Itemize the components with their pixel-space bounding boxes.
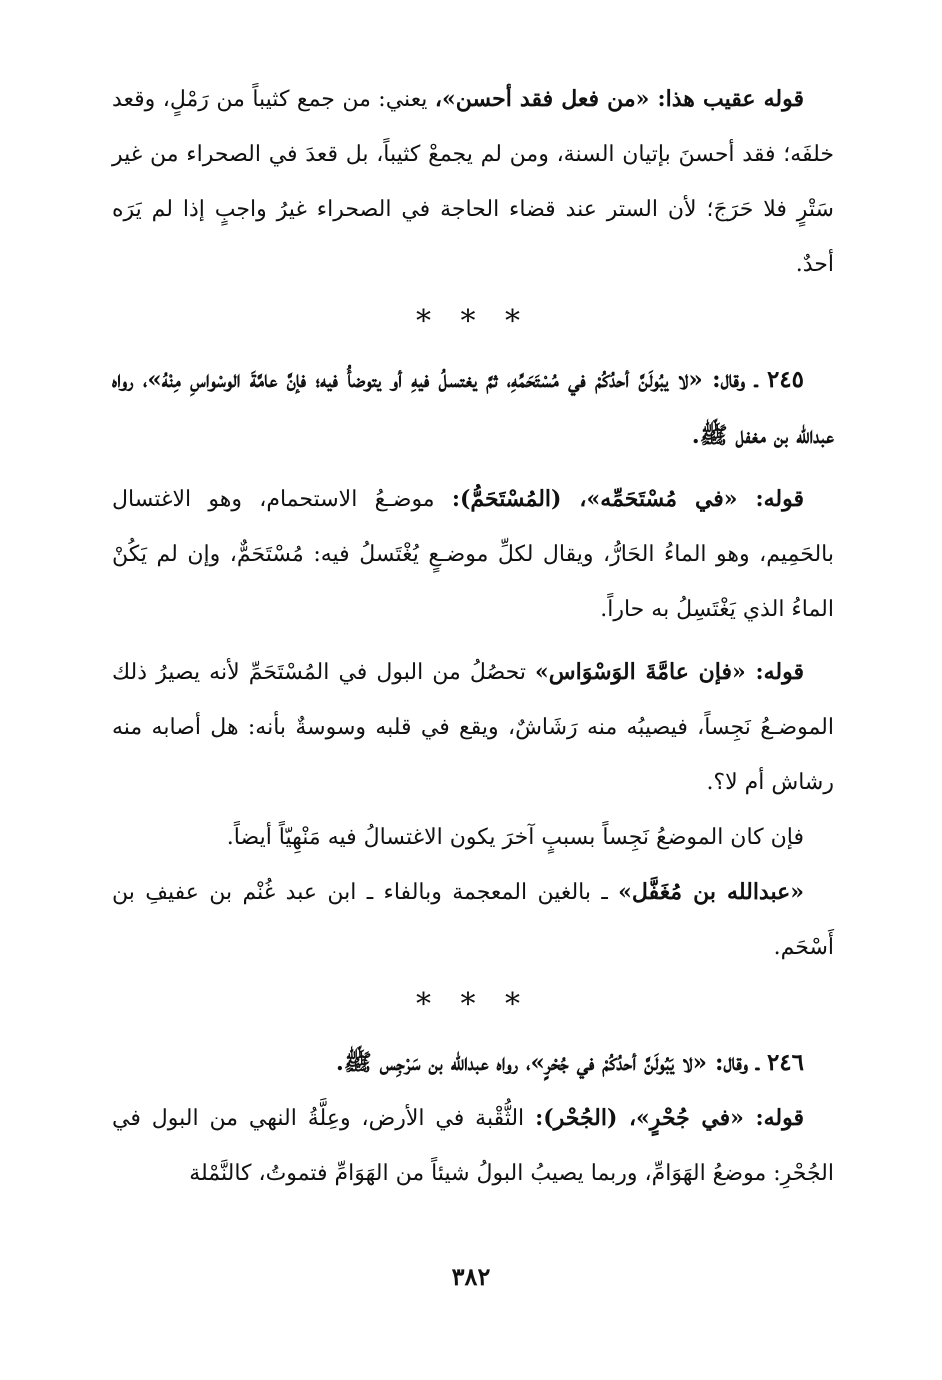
commentary-text: موضـعُ الاستحمام، وهو الاغتسال بالحَمِيم، وهو الماءُ الحَارُّ، ويقال لكلِّ موضـعٍ يُغْتَسلُ فيه: مُسْتَحَمٌّ، وإن لم يَكُنْ الماءُ الذي يَغْتَسِلُ به حاراً. [112,487,834,622]
commentary-paragraph-5 [112,865,834,975]
commentary-paragraph-4: فإن كان الموضعُ نَجِساً بسببٍ آخرَ يكون الاغتسالُ فيه مَنْهِيّاً أيضاً. [226,825,804,850]
commentary-lead: قوله عقيب هذا: «من فعل فقد أحسن»، [434,86,805,112]
commentary-lead: قوله: «في جُحْرٍ»، (الجُحْر): [535,1105,804,1131]
section-divider-1: * * * [415,304,531,339]
commentary-text: تحصُلُ من البول في المُسْتَحَمِّ لأنه يصيرُ ذلك الموضـعُ نَجِساً، فيصيبُه منه رَشَاشٌ، ويقع في قلبه وسوسةٌ بأنه: هل أصابه منه رشاش أم لا؟. [112,660,834,795]
hadith-246: ٢٤٦ ـ وقال: «لا يَبُولَنَّ أحدُكُمْ في جُحْرٍ»، رواه عبدالله بن سَرْجِس ﷺ. [335,1049,804,1076]
hadith-245: ٢٤٥ ـ وقال: «لا يبُولَنَّ أحدُكُمْ في مُسْتَحَمِّهِ، ثمَّ يغتسلُ فيهِ أو يتوضأُ فيه؛ فإنَّ عامَّةَ الوسْواسِ مِنْهُ»، رواه عبدالله بن مغفل ﷺ. [112,366,834,449]
commentary-lead: قوله: «فإن عامَّةَ الوَسْوَاس» [535,659,805,685]
commentary-lead: «عبدالله بن مُغَفَّل» [618,879,804,905]
commentary-text: الثُّقْبة في الأرض، وعِلَّةُ النهي من البول في الجُحْرِ: موضعُ الهَوَامِّ، وربما يصيبُ البولُ شيئاً من الهَوَامِّ فتموتُ، كالنَّمْلة [112,1106,834,1186]
commentary-text: يعني: من جمع كثيباً من رَمْلٍ، وقعد خلفَه؛ فقد أحسنَ بإتيان السنة، ومن لم يجمعْ كثيباً، بل قعدَ في الصحراء من غير سَتْرٍ فلا حَرَجَ؛ لأن الستر عند قضاء الحاجة في الصحراء غيرُ واجبٍ إذا لم يَرَه أحدٌ. [112,87,834,277]
commentary-lead: قوله: «في مُسْتَحَمِّه»، (المُسْتَحَمُّ): [451,486,804,512]
commentary-paragraph-2 [112,472,834,637]
section-divider-2: * * * [415,987,531,1022]
page-number: ٣٨٢ [451,1262,491,1291]
commentary-paragraph-1 [112,72,834,292]
commentary-paragraph-3 [112,645,834,810]
commentary-paragraph-6 [112,1091,834,1201]
commentary-text: ـ بالغين المعجمة وبالفاء ـ ابن عبد غُنْم بن عفيفِ بن أَسْحَم. [112,880,834,960]
